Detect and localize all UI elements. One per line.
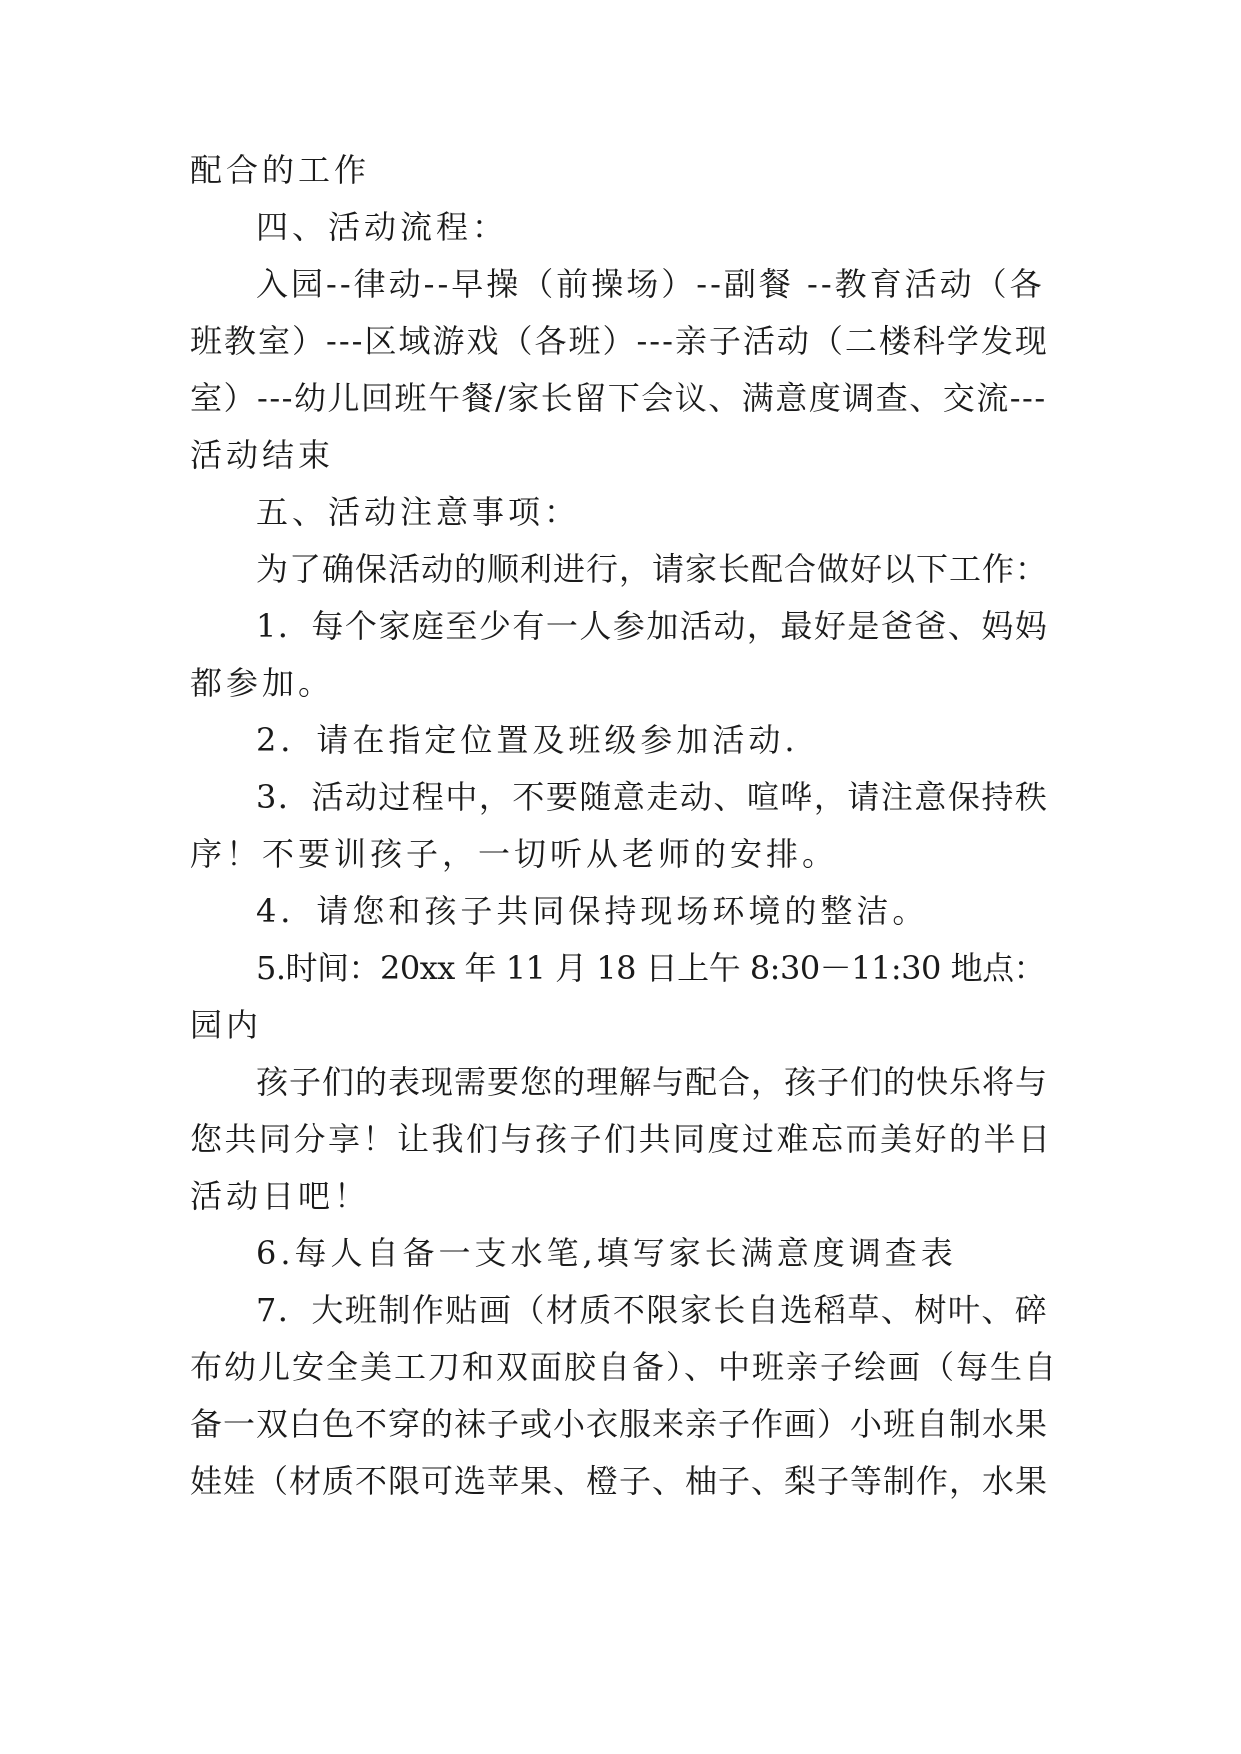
text-line: 活动结束 [190, 436, 335, 474]
text-line: 您共同分享！让我们与孩子们共同度过难忘而美好的半日 [190, 1120, 1053, 1158]
text-line: 班教室）---区域游戏（各班）---亲子活动（二楼科学发现 [190, 322, 1049, 360]
text-line: 娃娃（材质不限可选苹果、橙子、柚子、梨子等制作，水果 [190, 1462, 1049, 1500]
text-line: 备一双白色不穿的袜子或小衣服来亲子作画）小班自制水果 [190, 1405, 1049, 1443]
text-line: 园内 [190, 1006, 263, 1044]
list-item: 1．每个家庭至少有一人参加活动，最好是爸爸、妈妈 [256, 607, 1049, 645]
text-line: 配合的工作 [190, 151, 371, 189]
list-item: 3．活动过程中，不要随意走动、喧哗，请注意保持秩 [256, 778, 1049, 816]
text-line: 布幼儿安全美工刀和双面胶自备）、中班亲子绘画（每生自 [190, 1348, 1059, 1386]
text-line: 活动日吧！ [190, 1177, 371, 1215]
list-item: 7．大班制作贴画（材质不限家长自选稻草、树叶、碎 [256, 1291, 1049, 1329]
list-item: 2．请在指定位置及班级参加活动. [256, 721, 799, 759]
section-heading: 四、活动流程： [256, 208, 509, 246]
text-line: 室）---幼儿回班午餐/家长留下会议、满意度调查、交流--- [190, 379, 1047, 417]
text-line: 都参加。 [190, 664, 335, 702]
section-heading: 五、活动注意事项： [256, 493, 581, 531]
text-line: 为了确保活动的顺利进行，请家长配合做好以下工作： [256, 550, 1049, 588]
text-line: 序！不要训孩子，一切听从老师的安排。 [190, 835, 839, 873]
text-line: 入园--律动--早操（前操场）--副餐 --教育活动（各 [256, 265, 1045, 303]
list-item: 6.每人自备一支水笔,填写家长满意度调查表 [256, 1234, 957, 1272]
list-item: 5.时间：20xx 年 11 月 18 日上午 8:30－11:30 地点： [256, 949, 1046, 987]
text-line: 孩子们的表现需要您的理解与配合，孩子们的快乐将与 [256, 1063, 1049, 1101]
list-item: 4．请您和孩子共同保持现场环境的整洁。 [256, 892, 929, 930]
